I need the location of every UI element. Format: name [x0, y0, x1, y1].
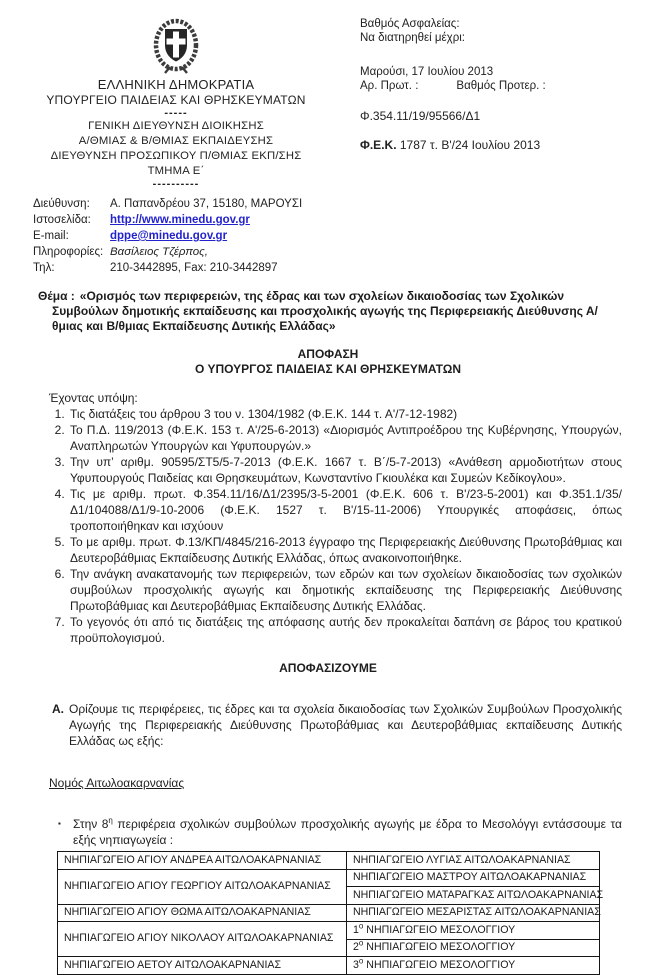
- address-label: Διεύθυνση:: [33, 198, 90, 210]
- protocol-block: [352, 12, 656, 152]
- decision-heading: [0, 347, 656, 377]
- phone-fax-value: 210-3442895, Fax: 210-3442897: [110, 262, 278, 274]
- document-header: [0, 0, 656, 190]
- info-row: [33, 244, 656, 260]
- kindergartens-table: [57, 851, 604, 975]
- having-regard-intro: Έχοντας υπόψη:: [49, 391, 138, 405]
- considerations-list: [49, 406, 622, 646]
- consideration-item-6: [68, 566, 622, 614]
- ordinal-superscript: η: [108, 816, 113, 825]
- table-row: [58, 852, 600, 870]
- website-link[interactable]: http://www.minedu.gov.gr: [110, 214, 250, 226]
- website-label: Ιστοσελίδα:: [33, 214, 91, 226]
- consideration-text-5: Το με αριθμ. πρωτ. Φ.13/ΚΠ/4845/216-2013 έγγραφο της Περιφερειακής Διεύθυνσης Πρωτοβάθμιας και Δευτεροβάθμιας Εκπαίδευσης Δυτικής Ελλάδας, όπως ανακοινοποιήθηκε.: [70, 535, 622, 565]
- separator-dashes-small: -----: [164, 107, 188, 119]
- gazette-value: 1787 τ. Β'/24 Ιουλίου 2013: [399, 138, 541, 152]
- school-ordinal: 2: [353, 941, 359, 953]
- table-row: [58, 904, 600, 922]
- consideration-text-7: Το γεγονός ότι από τις διατάξεις της απόφασης αυτής δεν προκαλείται δαπάνη σε βάρος του κρατικού προϋπολογισμού.: [70, 615, 622, 645]
- republic-title: ΕΛΛΗΝΙΚΗ ΔΗΜΟΚΡΑΤΙΑ: [97, 77, 255, 92]
- consideration-item-2: [68, 422, 622, 454]
- bullet-text-post: περιφέρεια σχολικών συμβούλων προσχολικής αγωγής με έδρα το Μεσολόγγι εντάσσουμε τα εξής νηπιαγωγεία :: [73, 817, 622, 847]
- square-bullet-icon: ▪: [58, 819, 61, 828]
- school-ordinal: 1: [353, 923, 359, 936]
- address-value: Α. Παπανδρέου 37, 15180, ΜΑΡΟΥΣΙ: [110, 198, 303, 210]
- table-cell: ΝΗΠΙΑΓΩΓΕΙΟ ΜΑΤΑΡΑΓΚΑΣ ΑΙΤΩΛΟΑΚΑΡΝΑΝΙΑΣ: [347, 887, 600, 905]
- consideration-text-2: Το Π.Δ. 119/2013 (Φ.Ε.Κ. 153 τ. Α'/25-6-2013) «Διορισμός Αντιπροέδρου της Κυβέρνησης, Υπουργών, Αναπληρωτών Υπουργών και Υφυπουργών.»: [70, 423, 622, 453]
- school-ordinal: 3: [353, 958, 359, 971]
- security-level-label: Βαθμός Ασφαλείας:: [360, 18, 460, 30]
- greek-coat-of-arms-icon: [147, 18, 205, 74]
- subject-text: «Ορισμός των περιφερειών, της έδρας και των σχολείων δικαιοδοσίας των Σχολικών Συμβούλων δημοτικής εκπαίδευσης και προσχολικής αγωγής της Περιφερειακής Διεύθυνσης Α/θμιας και Β/θμιας Εκπαίδευσης Δυτικής Ελλάδας»: [52, 289, 598, 333]
- department-line: ΤΜΗΜΑ Ε΄: [147, 165, 205, 177]
- info-contact-person: Βασίλειος Τζέρπος,: [110, 246, 208, 258]
- email-link[interactable]: dppe@minedu.gov.gr: [110, 230, 228, 242]
- consideration-item-5: [68, 534, 622, 566]
- email-row: [33, 228, 656, 244]
- table-cell: [347, 957, 600, 975]
- school-name: ΝΗΠΙΑΓΩΓΕΙΟ ΜΕΣΟΛΟΓΓΙΟΥ: [363, 958, 516, 971]
- separator-dashes-large: ----------: [152, 178, 200, 190]
- we-decide-heading: ΑΠΟΦΑΣΙΖΟΥΜΕ: [279, 661, 377, 675]
- table-cell: ΝΗΠΙΑΓΩΓΕΙΟ ΑΕΤΟΥ ΑΙΤΩΛΟΑΚΑΡΝΑΝΙΑΣ: [58, 957, 347, 975]
- consideration-text-3: Την υπ’ αριθμ. 90595/ΣΤ5/5-7-2013 (Φ.Ε.Κ. 1667 τ. Β΄/5-7-2013) «Ανάθεση αρμοδιοτήτων στους Υφυπουργούς Παιδείας και Θρησκευμάτων, Κωνσταντίνο Γκιουλέκα και Συμεών Κεδίκογλου».: [70, 455, 622, 485]
- table-cell: [347, 922, 600, 940]
- protocol-number-label: Αρ. Πρωτ. :: [360, 80, 419, 92]
- website-row: [33, 212, 656, 228]
- consideration-item-4: [68, 486, 622, 534]
- protocol-priority-row: [360, 79, 656, 93]
- priority-level-label: Βαθμός Προτερ. :: [456, 80, 546, 92]
- subject-paragraph: [38, 289, 622, 334]
- info-label: Πληροφορίες:: [33, 246, 104, 258]
- bullet-text-pre: Στην 8: [73, 817, 109, 831]
- table-cell: ΝΗΠΙΑΓΩΓΕΙΟ ΜΕΣΑΡΙΣΤΑΣ ΑΙΤΩΛΟΑΚΑΡΝΑΝΙΑΣ: [347, 904, 600, 922]
- table-cell: [347, 939, 600, 957]
- phone-label: Τηλ:: [33, 262, 55, 274]
- table-cell: [58, 922, 347, 957]
- ministry-letterhead: [0, 12, 352, 190]
- subject-label: Θέμα :: [38, 289, 75, 303]
- school-name: ΝΗΠΙΑΓΩΓΕΙΟ ΜΕΣΟΛΟΓΓΙΟΥ: [363, 941, 516, 953]
- district-bullet-item: [58, 816, 622, 848]
- table-cell: ΝΗΠΙΑΓΩΓΕΙΟ ΑΓΙΟΥ ΑΝΔΡΕΑ ΑΙΤΩΛΟΑΚΑΡΝΑΝΙΑΣ: [58, 852, 347, 870]
- table-cell-text: ΝΗΠΙΑΓΩΓΕΙΟ ΑΓΙΟΥ ΓΕΩΡΓΙΟΥ ΑΙΤΩΛΟΑΚΑΡΝΑΝΙΑΣ: [64, 879, 331, 892]
- protocol-number: Φ.354.11/19/95566/Δ1: [360, 109, 481, 123]
- ministry-title: ΥΠΟΥΡΓΕΙΟ ΠΑΙΔΕΙΑΣ ΚΑΙ ΘΡΗΣΚΕΥΜΑΤΩΝ: [46, 93, 306, 107]
- keep-until-label: Να διατηρηθεί μέχρι:: [360, 32, 465, 44]
- table-row: [58, 922, 600, 940]
- consideration-item-1: [68, 406, 622, 422]
- consideration-item-7: [68, 614, 622, 646]
- consideration-item-3: [68, 454, 622, 486]
- personnel-directorate-line: ΔΙΕΥΘΥΝΣΗ ΠΡΟΣΩΠΙΚΟΥ Π/ΘΜΙΑΣ ΕΚΠ/ΣΗΣ: [50, 150, 302, 162]
- consideration-text-6: Την ανάγκη ανακατανομής των περιφερειών, των εδρών και των σχολείων δικαιοδοσίας των σχολικών συμβούλων προσχολικής αγωγής και δημοτικής εκπαίδευσης της Περιφερειακής Διεύθυνσης Πρωτοβάθμιας και Δευτεροβάθμιας Εκπαίδευσης Δυτικής Ελλάδας.: [70, 567, 622, 613]
- ordinal-superscript: ο: [358, 938, 364, 948]
- contact-block: [33, 196, 656, 276]
- district-bullet-text: [73, 816, 622, 848]
- minister-title: Ο ΥΠΟΥΡΓΟΣ ΠΑΙΔΕΙΑΣ ΚΑΙ ΘΡΗΣΚΕΥΜΑΤΩΝ: [195, 362, 461, 376]
- consideration-text-1: Τις διατάξεις του άρθρου 3 του ν. 1304/1982 (Φ.Ε.Κ. 144 τ. Α'/7-12-1982): [70, 407, 458, 421]
- ordinal-superscript: ο: [358, 920, 364, 930]
- region-heading: Νομός Αιτωλοακαρνανίας: [49, 776, 185, 790]
- ordinal-superscript: ο: [358, 955, 364, 965]
- phone-row: [33, 260, 656, 276]
- table-row: [58, 957, 600, 975]
- table-cell: ΝΗΠΙΑΓΩΓΕΙΟ ΑΓΙΟΥ ΘΩΜΑ ΑΙΤΩΛΟΑΚΑΡΝΑΝΙΑΣ: [58, 904, 347, 922]
- consideration-text-4: Τις με αριθμ. πρωτ. Φ.354.11/16/Δ1/2395/3-5-2001 (Φ.Ε.Κ. 606 τ. Β'/23-5-2001) και Φ.351.1/35/Δ1/104088/Δ1/9-10-2006 (Φ.Ε.Κ. 1527 τ. Β'/15-11-2006) Υπουργικές αποφάσεις, όπως τροποποιήθηκαν και ισχύουν: [70, 487, 622, 533]
- section-a-paragraph: [52, 701, 622, 749]
- email-label: E-mail:: [33, 230, 69, 242]
- table-cell: ΝΗΠΙΑΓΩΓΕΙΟ ΛΥΓΙΑΣ ΑΙΤΩΛΟΑΚΑΡΝΑΝΙΑΣ: [347, 852, 600, 870]
- decision-title: ΑΠΟΦΑΣΗ: [297, 347, 359, 361]
- school-name: ΝΗΠΙΑΓΩΓΕΙΟ ΜΕΣΟΛΟΓΓΙΟΥ: [363, 923, 516, 936]
- table-cell: ΝΗΠΙΑΓΩΓΕΙΟ ΜΑΣΤΡΟΥ ΑΙΤΩΛΟΑΚΑΡΝΑΝΙΑΣ: [347, 869, 600, 887]
- table-cell: [58, 869, 347, 904]
- address-row: [33, 196, 656, 212]
- gazette-reference: [360, 138, 656, 152]
- section-a-label: Α.: [52, 702, 64, 716]
- table-cell-text: ΝΗΠΙΑΓΩΓΕΙΟ ΑΓΙΟΥ ΝΙΚΟΛΑΟΥ ΑΙΤΩΛΟΑΚΑΡΝΑΝΙΑΣ: [64, 932, 334, 945]
- table-row: [58, 869, 600, 887]
- general-directorate-line: ΓΕΝΙΚΗ ΔΙΕΥΘΥΝΣΗ ΔΙΟΙΚΗΣΗΣ: [88, 120, 264, 132]
- gazette-label: Φ.Ε.Κ.: [360, 138, 397, 152]
- date-line: Μαρούσι, 17 Ιουλίου 2013: [360, 66, 494, 78]
- section-a-text: Ορίζουμε τις περιφέρειες, τις έδρες και τα σχολεία δικαιοδοσίας των Σχολικών Συμβούλων Προσχολικής Αγωγής της Περιφερειακής Διεύθυνσης Πρωτοβάθμιας και Δευτεροβάθμιας εκπαίδευσης Δυτικής Ελλάδας ως εξής:: [69, 702, 622, 748]
- education-levels-line: Α/ΘΜΙΑΣ & Β/ΘΜΙΑΣ ΕΚΠΑΙΔΕΥΣΗΣ: [78, 135, 274, 147]
